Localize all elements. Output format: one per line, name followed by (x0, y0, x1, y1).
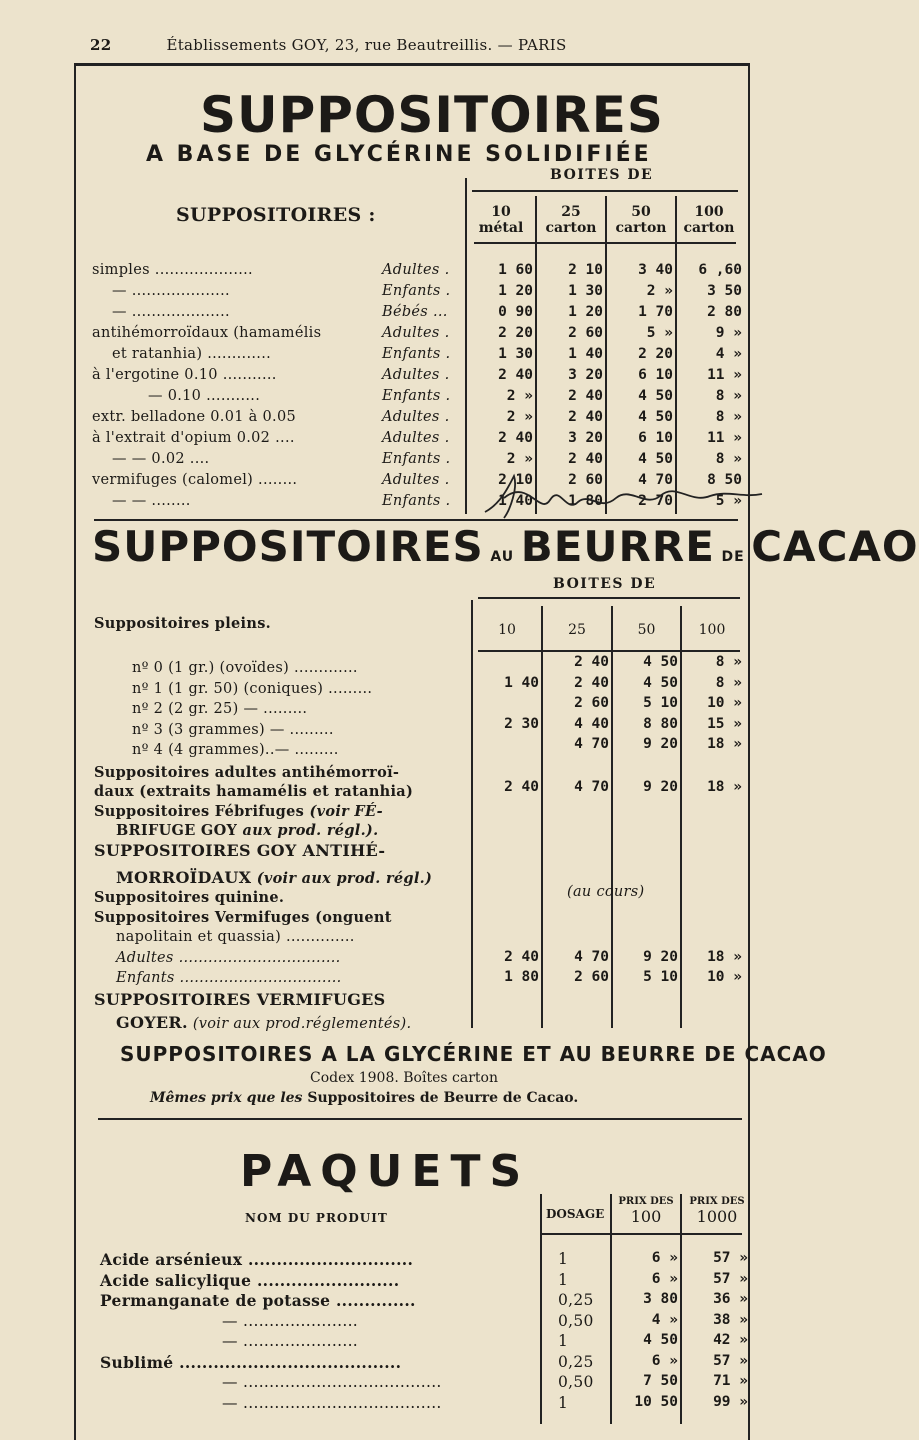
section3-product-name: — ...................... (222, 1311, 359, 1330)
section3-price-100: 6 » (651, 1352, 678, 1369)
section3-dosage: 1 (558, 1250, 569, 1268)
febrifuges-note: aux prod. régl.). (242, 822, 379, 839)
glycerine-heading: SUPPOSITOIRES A LA GLYCÉRINE ET AU BEURRE DE CACAO (120, 1042, 827, 1066)
section1-price: 1 40 (568, 346, 603, 362)
rule (474, 242, 736, 244)
section2-product-name: nº 2 (2 gr. 25) — ......... (132, 701, 308, 717)
section1-category: Adultes . (382, 367, 450, 383)
section3-product-name: — ...................... (222, 1332, 359, 1350)
section3-dosage: 0,25 (558, 1352, 594, 1371)
section1-product-name: vermifuges (calomel) ........ (92, 472, 298, 488)
section1-boites-de: BOITES DE (550, 167, 654, 183)
section3-dosage: 0,50 (558, 1373, 594, 1391)
nom-du-produit: NOM DU PRODUIT (245, 1211, 388, 1225)
section1-price: 9 » (715, 325, 742, 341)
section1-price: 8 » (715, 388, 742, 404)
febrifuges-line1 (94, 803, 383, 820)
section2-boites-de: BOITES DE (553, 576, 657, 592)
section3-price-1000: 57 » (713, 1270, 748, 1287)
section2-price: 8 » (715, 654, 742, 670)
goy-line2 (116, 868, 432, 887)
section1-product-name: — .................... (112, 283, 230, 299)
section1-col-type: carton (683, 220, 735, 236)
section1-col-type: métal (478, 220, 524, 236)
section3-dosage: 0,50 (558, 1311, 594, 1330)
section1-price: 1 20 (568, 304, 603, 320)
section3-price-1000: 57 » (713, 1250, 748, 1266)
vermifuges-line1: Suppositoires Vermifuges (onguent (94, 909, 392, 926)
section1-col-count: 10 (491, 204, 511, 220)
section3-dosage: 1 (558, 1393, 569, 1412)
section1-price: 4 50 (638, 409, 673, 425)
section2-price: 4 50 (643, 654, 678, 670)
adultes-price: 4 70 (574, 779, 609, 795)
section1-price: 3 20 (568, 367, 603, 383)
section1-price: 2 40 (498, 430, 533, 446)
codex: Codex 1908. Boîtes carton (310, 1070, 498, 1086)
section1-price: 1 70 (638, 304, 673, 320)
section1-price: 2 20 (498, 325, 533, 341)
goy-note: (voir aux prod. régl.) (256, 870, 433, 887)
adultes-price: 9 20 (643, 779, 678, 795)
section2-product-name: nº 4 (4 grammes)..— ......... (132, 742, 339, 758)
rule (610, 1194, 612, 1424)
adultes-line1: Suppositoires adultes antihémorroï- (94, 764, 400, 781)
vermifuges-price: 9 20 (643, 949, 678, 965)
section1-price: 2 40 (568, 388, 603, 404)
section1-category: Adultes . (382, 409, 450, 425)
title-word: DE (721, 549, 745, 565)
section1-product-name: et ratanhia) ............. (112, 346, 272, 362)
rule (540, 1194, 542, 1424)
section2-price: 4 70 (574, 736, 609, 752)
rule (94, 519, 738, 521)
section2-col-count: 10 (498, 622, 516, 638)
section1-price: 8 » (715, 409, 742, 425)
section3-product-name: — ...................................... (222, 1373, 442, 1391)
section2-product-name: nº 3 (3 grammes) — ......... (132, 721, 334, 738)
goyer-line2 (116, 1013, 411, 1032)
vermifuges-price: 4 70 (574, 949, 609, 965)
vermifuges-line2: napolitain et quassia) .............. (116, 929, 355, 945)
vermifuges-price: 10 » (707, 969, 742, 985)
section1-col-count: 50 (631, 204, 651, 220)
handwritten-signature (480, 468, 780, 524)
section1-category: Adultes . (382, 262, 450, 278)
section2-price: 4 50 (643, 674, 678, 691)
section2-price: 2 40 (574, 674, 609, 691)
adultes-price: 2 40 (504, 779, 539, 795)
section3-price-1000: 99 » (713, 1393, 748, 1410)
section2-price: 18 » (707, 736, 742, 752)
section1-price: 3 50 (707, 283, 742, 299)
section2-title (92, 522, 919, 571)
section2-price: 1 40 (504, 674, 539, 691)
section3-title: PAQUETS (240, 1146, 531, 1197)
section1-price: 3 20 (568, 430, 603, 446)
section1-product-name: — .................... (112, 304, 230, 320)
quinine: Suppositoires quinine. (94, 889, 285, 906)
section1-col-type: carton (615, 220, 667, 236)
section1-price: 8 » (715, 451, 742, 467)
section1-subtitle: A BASE DE GLYCÉRINE SOLIDIFIÉE (146, 142, 652, 167)
section1-price: 4 50 (638, 388, 673, 404)
section1-col-count: 25 (561, 204, 581, 220)
section3-price-1000: 42 » (713, 1332, 748, 1348)
section1-product-name: antihémorroïdaux (hamamélis (92, 325, 322, 341)
rule (478, 597, 740, 599)
section1-price: 3 40 (638, 262, 673, 278)
section1-col-count: 100 (694, 204, 724, 220)
section1-product-name: simples .................... (92, 262, 253, 278)
prix1000-header-a: PRIX DES (689, 1196, 745, 1207)
memes-line (150, 1090, 578, 1106)
section2-col-count: 100 (698, 622, 726, 638)
rule (611, 606, 613, 1028)
memes-italic: Mêmes prix que les (150, 1090, 303, 1106)
rule (542, 1233, 742, 1235)
section1-price: 2 70 (638, 493, 673, 509)
section2-price: 2 30 (504, 715, 539, 732)
section1-category: Enfants . (382, 346, 451, 362)
section1-price: 8 50 (707, 472, 742, 488)
section3-price-100: 6 » (651, 1270, 678, 1287)
section1-category: Enfants . (382, 283, 451, 299)
section1-product-name: — — 0.02 .... (112, 451, 210, 467)
section1-category: Adultes . (382, 472, 450, 488)
section1-price: 11 » (707, 367, 742, 383)
section1-col-type: carton (545, 220, 597, 236)
section1-price: 1 60 (498, 262, 533, 278)
febrifuges-brand: BRIFUGE GOY (116, 822, 238, 839)
section2-price: 2 60 (574, 695, 609, 711)
section3-product-name: Acide salicylique ......................... (100, 1270, 400, 1290)
section1-price: 1 80 (568, 493, 603, 509)
prix100-header-b: 100 (630, 1207, 662, 1226)
febrifuges-ref: (voir FÉ- (309, 803, 383, 820)
section1-price: 2 60 (568, 472, 603, 488)
memes-bold: Suppositoires de Beurre de Cacao. (307, 1090, 579, 1106)
section2-col-count: 50 (637, 622, 656, 638)
title-word: BEURRE (520, 522, 715, 571)
section3-price-100: 7 50 (643, 1373, 678, 1389)
section2-label: Suppositoires pleins. (94, 615, 272, 632)
febrifuges-line2 (116, 822, 378, 839)
section1-price: 2 » (506, 409, 533, 425)
section3-price-100: 4 50 (643, 1332, 678, 1348)
section2-price: 10 » (707, 695, 742, 711)
section3-dosage: 0,25 (558, 1291, 594, 1309)
section2-product-name: nº 1 (1 gr. 50) (coniques) ......... (132, 680, 373, 697)
febrifuges-name: Suppositoires Fébrifuges (94, 803, 305, 820)
section1-price: 2 40 (498, 367, 533, 383)
au-cours: (au cours) (567, 884, 645, 900)
goy-name: MORROÏDAUX (116, 868, 252, 887)
section1-price: 4 70 (638, 472, 673, 488)
section1-price: 4 » (715, 346, 742, 362)
section3-dosage: 1 (558, 1332, 569, 1350)
vermifuges-price: 2 40 (504, 949, 539, 965)
section2-price: 4 40 (574, 715, 609, 732)
section1-label: SUPPOSITOIRES : (176, 204, 376, 226)
goyer-line1: SUPPOSITOIRES VERMIFUGES (94, 990, 386, 1009)
section1-product-name: à l'extrait d'opium 0.02 .... (92, 430, 295, 446)
section3-product-name: Sublimé ....................................... (100, 1352, 402, 1372)
section2-price: 15 » (707, 715, 742, 732)
section1-price: 6 10 (638, 367, 673, 383)
section1-price: 2 40 (568, 451, 603, 467)
rule (471, 600, 473, 1028)
section1-category: Adultes . (382, 325, 450, 341)
section1-price: 2 » (646, 283, 673, 299)
section1-category: Enfants . (382, 493, 451, 509)
section1-price: 2 10 (568, 262, 603, 278)
goy-line1: SUPPOSITOIRES GOY ANTIHÉ- (94, 841, 386, 860)
section3-price-100: 4 » (651, 1311, 678, 1328)
section3-price-100: 3 80 (643, 1291, 678, 1307)
rule (541, 606, 543, 1028)
vermifuges-price: 5 10 (643, 969, 678, 985)
section1-category: Bébés ... (382, 304, 448, 320)
section2-price: 9 20 (643, 736, 678, 752)
rule (472, 190, 738, 192)
adultes-price: 18 » (707, 779, 742, 795)
adultes-line2: daux (extraits hamamélis et ratanhia) (94, 783, 414, 800)
section2-price: 5 10 (643, 695, 678, 711)
dosage-header: DOSAGE (546, 1207, 605, 1221)
section3-price-100: 10 50 (634, 1393, 678, 1410)
prix1000-header-b: 1000 (696, 1207, 738, 1226)
vermifuges-price: 18 » (707, 949, 742, 965)
page-number: 22 (90, 36, 112, 54)
section1-price: 2 80 (707, 304, 742, 320)
section1-price: 2 20 (638, 346, 673, 362)
section3-price-1000: 71 » (713, 1373, 748, 1389)
section3-product-name: Acide arsénieux ............................. (100, 1250, 414, 1269)
title-word: AU (490, 549, 515, 565)
section3-dosage: 1 (558, 1270, 569, 1289)
section3-price-100: 6 » (651, 1250, 678, 1266)
section1-price: 6 ,60 (698, 262, 742, 278)
goyer-name: GOYER. (116, 1013, 188, 1032)
section1-price: 11 » (707, 430, 742, 446)
section1-price: 1 20 (498, 283, 533, 299)
prix100-header-a: PRIX DES (618, 1196, 674, 1207)
vermifuges-category: Adultes ................................. (116, 950, 341, 966)
section1-price: 0 90 (498, 304, 533, 320)
section3-price-1000: 57 » (713, 1352, 748, 1369)
rule (478, 650, 740, 652)
section1-price: 5 » (715, 493, 742, 509)
running-header (90, 36, 690, 54)
section1-price: 5 » (646, 325, 673, 341)
section3-price-1000: 38 » (713, 1311, 748, 1328)
section1-title: SUPPOSITOIRES (200, 86, 664, 144)
section1-product-name: extr. belladone 0.01 à 0.05 (92, 409, 296, 425)
section1-product-name: à l'ergotine 0.10 ........... (92, 367, 277, 383)
section1-product-name: — — ........ (112, 493, 191, 509)
section2-price: 2 40 (574, 654, 609, 670)
section1-category: Enfants . (382, 451, 451, 467)
section1-price: 6 10 (638, 430, 673, 446)
rule (680, 1194, 682, 1424)
section1-price: 1 30 (498, 346, 533, 362)
section1-price: 2 » (506, 388, 533, 404)
goyer-note: (voir aux prod.réglementés). (192, 1016, 412, 1032)
section1-price: 1 40 (498, 493, 533, 509)
section2-price: 8 80 (643, 715, 678, 732)
section2-col-count: 25 (568, 622, 586, 638)
section1-price: 4 50 (638, 451, 673, 467)
section1-category: Adultes . (382, 430, 450, 446)
title-word: SUPPOSITOIRES (92, 522, 484, 571)
section3-product-name: Permanganate de potasse .............. (100, 1291, 416, 1310)
title-word: CACAO (751, 522, 919, 571)
vermifuges-price: 1 80 (504, 969, 539, 985)
section3-price-1000: 36 » (713, 1291, 748, 1307)
section1-price: 2 10 (498, 472, 533, 488)
vermifuges-price: 2 60 (574, 969, 609, 985)
section1-price: 2 60 (568, 325, 603, 341)
section1-price: 2 » (506, 451, 533, 467)
section3-product-name: — ...................................... (222, 1393, 442, 1412)
section2-product-name: nº 0 (1 gr.) (ovoïdes) ............. (132, 660, 358, 676)
header-text: Établissements GOY, 23, rue Beautreillis. — PARIS (166, 36, 567, 54)
section1-category: Enfants . (382, 388, 451, 404)
section1-product-name: — 0.10 ........... (148, 388, 261, 404)
section1-price: 1 30 (568, 283, 603, 299)
rule (98, 1118, 742, 1120)
section2-price: 8 » (715, 674, 742, 691)
vermifuges-category: Enfants ................................. (116, 970, 342, 986)
section1-price: 2 40 (568, 409, 603, 425)
